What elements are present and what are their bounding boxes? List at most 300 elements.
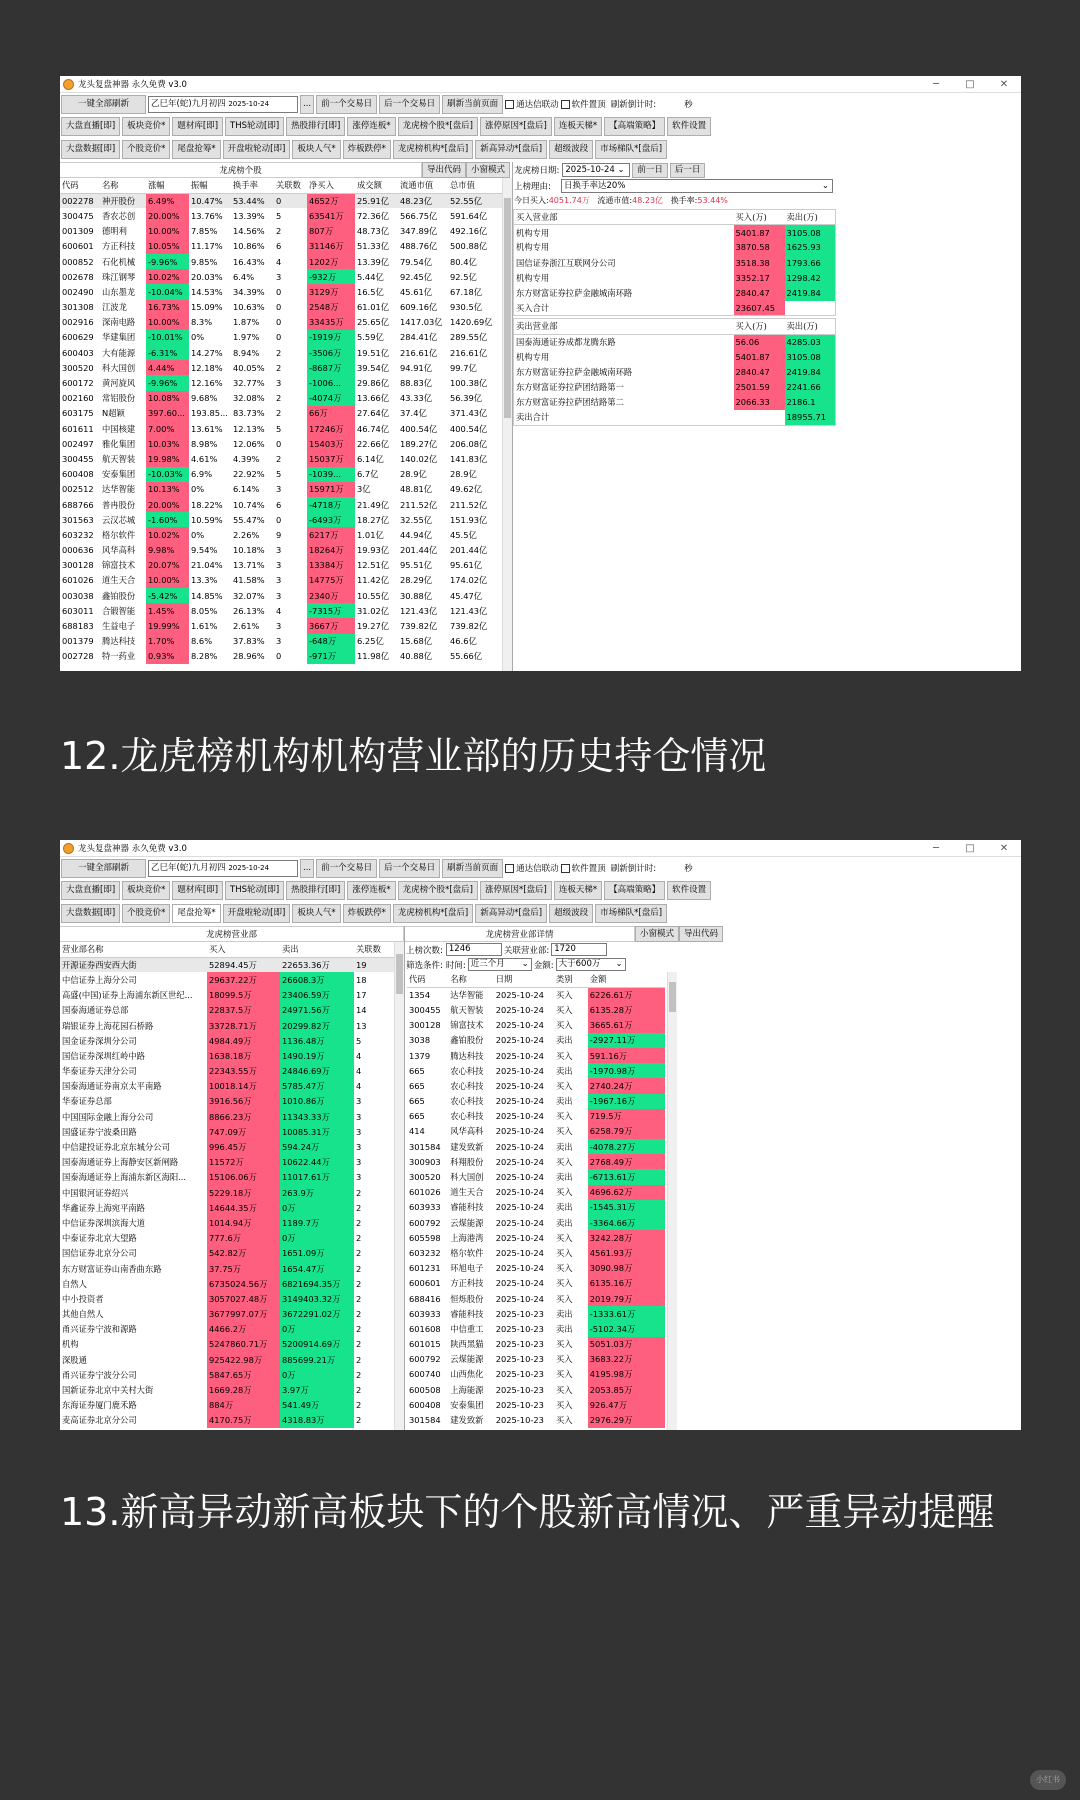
column-header[interactable]: 关联数: [274, 178, 307, 193]
table-row[interactable]: [407, 1018, 665, 1033]
branch-cell: 1625.93: [785, 240, 836, 255]
table-cell: 6821694.35万: [280, 1276, 354, 1291]
close-button[interactable]: ✕: [999, 842, 1009, 854]
next-trading-day-button[interactable]: 后一个交易日: [379, 95, 440, 114]
toolbar-button[interactable]: 龙虎榜个股*[盘后]: [398, 881, 478, 900]
table-cell: 13.71%: [233, 560, 265, 571]
table-row[interactable]: [60, 284, 503, 299]
column-header[interactable]: 振幅: [189, 178, 231, 193]
toolbar-button[interactable]: THS轮动[即]: [225, 117, 284, 136]
table-row[interactable]: [60, 360, 503, 375]
table-row[interactable]: [60, 345, 503, 360]
summary-line: 今日买入:4051.74万 流通市值:48.23亿 换手率:53.44%: [514, 196, 728, 205]
table-cell: 28.29亿: [400, 575, 433, 586]
toolbar-button[interactable]: 新高异动*[盘后]: [475, 140, 547, 159]
table-cell: 5200914.69万: [280, 1337, 354, 1352]
column-header[interactable]: 类别: [554, 972, 588, 987]
table-row[interactable]: [60, 558, 503, 573]
table-cell: 688766: [62, 499, 94, 510]
column-header[interactable]: 总市值: [448, 178, 503, 193]
table-cell: 41.58%: [233, 575, 265, 586]
column-header[interactable]: 营业部名称: [60, 942, 207, 957]
table-row[interactable]: [60, 451, 503, 466]
table-row[interactable]: [60, 1079, 394, 1094]
table-row[interactable]: [60, 1109, 394, 1124]
prev-trading-day-button[interactable]: 前一个交易日: [316, 95, 377, 114]
table-cell: 开源证券西安西大街: [62, 960, 137, 971]
column-header[interactable]: 日期: [494, 972, 554, 987]
table-row[interactable]: [60, 1276, 394, 1291]
table-row[interactable]: [407, 1169, 665, 1184]
table-cell: 普冉股份: [102, 499, 136, 510]
toolbar-button[interactable]: 涨停原因*[盘后]: [480, 881, 552, 900]
date-input[interactable]: 乙巳年(蛇)九月初四 2025-10-24: [148, 96, 298, 113]
branch-cell: 3105.08: [785, 349, 836, 364]
table-cell: 807万: [307, 224, 355, 239]
table-cell: 665: [409, 1111, 425, 1122]
toolbar-button[interactable]: 个股竞价*: [122, 904, 170, 923]
table-row[interactable]: [60, 649, 503, 664]
table-cell: 263.9万: [280, 1185, 354, 1200]
table-row[interactable]: [407, 1094, 665, 1109]
table-cell: 4170.75万: [207, 1413, 280, 1428]
column-header[interactable]: 关联数: [354, 942, 394, 957]
refresh-page-button[interactable]: 刷新当前页面: [442, 95, 503, 114]
table-row[interactable]: [60, 1307, 394, 1322]
column-header[interactable]: 代码: [60, 178, 100, 193]
export-code-button[interactable]: 导出代码: [422, 162, 466, 178]
table-cell: 国泰海通证券上海浦东新区海阳...: [62, 1172, 187, 1183]
toolbar-row-2: [60, 115, 1021, 137]
table-cell: 3: [276, 378, 282, 389]
table-row[interactable]: [60, 406, 503, 421]
toolbar-button[interactable]: THS轮动[即]: [225, 881, 284, 900]
table-cell: 4.61%: [191, 453, 218, 464]
table-cell: 2025-10-23: [495, 1369, 544, 1380]
toolbar-button[interactable]: 炸板跌停*: [343, 140, 391, 159]
table-cell: 鑫铂股份: [102, 590, 136, 601]
table-row[interactable]: [60, 330, 503, 345]
table-cell: 885699.21万: [280, 1352, 354, 1367]
table-cell: 605598: [409, 1232, 441, 1243]
table-row[interactable]: [60, 618, 503, 633]
caption-12: 12.龙虎榜机构机构营业部的历史持仓情况: [60, 734, 767, 778]
table-row[interactable]: [407, 1382, 665, 1397]
toolbar-button[interactable]: 涨停原因*[盘后]: [480, 117, 552, 136]
toolbar-button[interactable]: 大盘数据[即]: [61, 140, 120, 159]
table-row[interactable]: [60, 1033, 394, 1048]
table-row[interactable]: [407, 1078, 665, 1093]
column-header[interactable]: 卖出(万): [785, 210, 836, 225]
toolbar-button[interactable]: 市场梯队*[盘后]: [595, 904, 667, 923]
table-row[interactable]: [407, 1139, 665, 1154]
table-cell: 48.23亿: [400, 196, 433, 207]
toolbar-button[interactable]: 涨停连板*: [347, 117, 395, 136]
table-cell: 300128: [62, 560, 94, 571]
toolbar-button[interactable]: 板块竞价*: [122, 117, 170, 136]
toolbar-button[interactable]: 【高端策略】: [604, 117, 665, 136]
table-row[interactable]: [407, 1397, 665, 1412]
toolbar-button[interactable]: 超级波段: [549, 140, 593, 159]
detail-table-scrollbar[interactable]: [667, 972, 677, 1430]
toolbar-button[interactable]: 板块人气*: [292, 140, 340, 159]
toolbar-button[interactable]: 龙虎榜机构*[盘后]: [393, 140, 473, 159]
table-row[interactable]: [60, 1322, 394, 1337]
toolbar-button[interactable]: 尾盘抢筹*: [172, 140, 220, 159]
column-header[interactable]: 买入(万): [734, 210, 785, 225]
toolbar-button[interactable]: 软件设置: [667, 117, 711, 136]
date-picker-button[interactable]: ...: [300, 859, 314, 878]
table-row[interactable]: [407, 987, 665, 1002]
table-cell: 12.18%: [191, 362, 223, 373]
export-code-button[interactable]: 导出代码: [679, 926, 723, 942]
table-row[interactable]: [60, 1337, 394, 1352]
table-row[interactable]: [60, 1398, 394, 1413]
toolbar-button[interactable]: 开盘啦轮动[即]: [223, 904, 291, 923]
toolbar-button[interactable]: 【高端策略】: [604, 881, 665, 900]
table-cell: 40.05%: [233, 362, 265, 373]
table-cell: 科大国创: [102, 362, 136, 373]
table-cell: 锦富技术: [450, 1020, 484, 1031]
table-cell: 腾达科技: [102, 636, 136, 647]
toolbar-button[interactable]: 题材库[即]: [172, 117, 223, 136]
date-picker-button[interactable]: ...: [300, 95, 314, 114]
toolbar-button[interactable]: 龙虎榜机构*[盘后]: [393, 904, 473, 923]
table-row[interactable]: [407, 1124, 665, 1139]
table-cell: 深南电路: [102, 317, 136, 328]
table-cell: 121.43亿: [450, 605, 488, 616]
pin-checkbox[interactable]: 软件置顶: [561, 98, 606, 110]
table-row[interactable]: [60, 588, 503, 603]
table-row[interactable]: [60, 224, 503, 239]
prev-day-button[interactable]: 前一日: [632, 163, 668, 178]
table-row[interactable]: [60, 300, 503, 315]
branch-cell: 5401.87: [734, 349, 785, 364]
table-row[interactable]: [60, 1003, 394, 1018]
small-window-button[interactable]: 小窗模式: [635, 926, 679, 942]
table-cell: 2025-10-23: [495, 1339, 544, 1350]
refresh-page-button[interactable]: 刷新当前页面: [442, 859, 503, 878]
table-row[interactable]: [60, 512, 503, 527]
table-cell: 95.51亿: [400, 560, 433, 571]
toolbar-button[interactable]: 软件设置: [667, 881, 711, 900]
prev-trading-day-button[interactable]: 前一个交易日: [316, 859, 377, 878]
table-row[interactable]: [60, 1139, 394, 1154]
table-row[interactable]: [60, 467, 503, 482]
table-row[interactable]: [60, 573, 503, 588]
table-cell: 航天智装: [102, 453, 136, 464]
minimize-button[interactable]: ─: [932, 78, 940, 90]
table-cell: 33728.71万: [207, 1018, 280, 1033]
toolbar-button[interactable]: 大盘直播[即]: [61, 117, 120, 136]
maximize-button[interactable]: □: [965, 78, 975, 90]
toolbar-button[interactable]: 新高异动*[盘后]: [475, 904, 547, 923]
toolbar-row-1: [60, 93, 1021, 115]
table-cell: 3: [276, 575, 282, 586]
column-header[interactable]: 代码: [407, 972, 448, 987]
toolbar-button[interactable]: 市场梯队*[盘后]: [595, 140, 667, 159]
minimize-button[interactable]: ─: [932, 842, 940, 854]
table-row[interactable]: [60, 497, 503, 512]
table-cell: 0: [276, 651, 282, 662]
column-header[interactable]: 换手率: [231, 178, 274, 193]
column-header[interactable]: 卖出(万): [785, 319, 836, 334]
table-row[interactable]: [60, 421, 503, 436]
next-trading-day-button[interactable]: 后一个交易日: [379, 859, 440, 878]
branch-cell: 机构专用: [516, 272, 550, 283]
reason-select[interactable]: 日换手率达20% ⌄: [561, 179, 833, 193]
branch-row[interactable]: [514, 240, 836, 255]
table-cell: 卖出: [555, 1065, 573, 1076]
toolbar-button[interactable]: 题材库[即]: [172, 881, 223, 900]
table-cell: 301584: [409, 1141, 441, 1152]
table-row[interactable]: [407, 1063, 665, 1078]
column-header[interactable]: 流通市值: [398, 178, 448, 193]
table-cell: 云煤能源: [450, 1217, 484, 1228]
branch-row[interactable]: [514, 364, 836, 379]
branch-row[interactable]: [514, 255, 836, 270]
table-row[interactable]: [60, 254, 503, 269]
branch-cell: 国信证券浙江互联网分公司: [516, 257, 616, 268]
stock-table-scrollbar[interactable]: [502, 178, 512, 671]
column-header[interactable]: 买入: [207, 942, 280, 957]
toolbar-button[interactable]: 大盘直播[即]: [61, 881, 120, 900]
table-cell: 2: [356, 1202, 362, 1213]
rel-field[interactable]: 1720: [551, 943, 607, 956]
table-row[interactable]: [60, 1048, 394, 1063]
branch-row[interactable]: [514, 349, 836, 364]
table-cell: -4074万: [307, 391, 355, 406]
time-select[interactable]: 近三个月 ⌄: [468, 958, 532, 971]
table-row[interactable]: [60, 543, 503, 558]
table-row[interactable]: [60, 1124, 394, 1139]
column-header[interactable]: 买入营业部: [514, 210, 734, 225]
refresh-all-button[interactable]: 一键全部刷新: [61, 95, 146, 114]
tdx-link-checkbox[interactable]: 通达信联动: [505, 98, 559, 110]
table-row[interactable]: [60, 391, 503, 406]
table-row[interactable]: [60, 1352, 394, 1367]
branch-row[interactable]: [514, 380, 836, 395]
table-row[interactable]: [407, 1002, 665, 1017]
table-cell: 1.87%: [233, 317, 260, 328]
table-row[interactable]: [60, 988, 394, 1003]
total-cell: 23607.45: [734, 301, 785, 316]
table-cell: 29637.22万: [207, 972, 280, 987]
table-row[interactable]: [60, 972, 394, 987]
table-row[interactable]: [407, 1261, 665, 1276]
table-cell: 15403万: [307, 436, 355, 451]
tdx-link-checkbox[interactable]: 通达信联动: [505, 862, 559, 874]
column-header[interactable]: 金额: [588, 972, 665, 987]
toolbar-button[interactable]: 热股排行[即]: [286, 881, 345, 900]
branch-row[interactable]: [514, 285, 836, 300]
column-header[interactable]: 买入(万): [734, 319, 785, 334]
table-cell: 0: [276, 302, 282, 313]
table-cell: 3667万: [307, 618, 355, 633]
table-cell: 2025-10-24: [495, 1293, 544, 1304]
branch-row[interactable]: [514, 225, 836, 240]
table-cell: 14.56%: [233, 226, 265, 237]
table-row[interactable]: [407, 1321, 665, 1336]
table-cell: 2025-10-23: [495, 1415, 544, 1426]
column-header[interactable]: 涨幅: [146, 178, 189, 193]
table-cell: 25.65亿: [357, 317, 390, 328]
column-header[interactable]: 卖出营业部: [514, 319, 734, 334]
toolbar-button[interactable]: 个股竞价*: [122, 140, 170, 159]
table-row[interactable]: [60, 1231, 394, 1246]
table-cell: 11343.33万: [280, 1109, 354, 1124]
table-row[interactable]: [60, 1215, 394, 1230]
table-row[interactable]: [60, 315, 503, 330]
table-row[interactable]: [60, 1185, 394, 1200]
table-cell: 瑞银证券上海花园石桥路: [62, 1020, 154, 1031]
table-cell: 45.5亿: [450, 529, 477, 540]
table-row[interactable]: [407, 1185, 665, 1200]
table-cell: 1189.7万: [280, 1215, 354, 1230]
table-cell: 环旭电子: [450, 1263, 484, 1274]
table-row[interactable]: [60, 1170, 394, 1185]
lhb-date-select[interactable]: 2025-10-24 ⌄: [562, 163, 630, 177]
table-cell: 建发致新: [450, 1141, 484, 1152]
toolbar-button[interactable]: 炸板跌停*: [343, 904, 391, 923]
table-cell: 19.98%: [146, 451, 189, 466]
toolbar-button[interactable]: 涨停连板*: [347, 881, 395, 900]
toolbar-button[interactable]: 热股排行[即]: [286, 117, 345, 136]
table-row[interactable]: [60, 527, 503, 542]
table-row[interactable]: [60, 208, 503, 223]
maximize-button[interactable]: □: [965, 842, 975, 854]
table-row[interactable]: [60, 1155, 394, 1170]
table-row[interactable]: [60, 603, 503, 618]
table-row[interactable]: [407, 1154, 665, 1169]
table-row[interactable]: [407, 1200, 665, 1215]
toolbar-button[interactable]: 龙虎榜个股*[盘后]: [398, 117, 478, 136]
table-cell: 道生天合: [102, 575, 136, 586]
column-header[interactable]: 名称: [448, 972, 493, 987]
toolbar-button[interactable]: 超级波段: [549, 904, 593, 923]
table-row[interactable]: [407, 1276, 665, 1291]
table-cell: 4696.62万: [588, 1185, 665, 1200]
table-cell: 92.5亿: [450, 271, 477, 282]
column-header[interactable]: 名称: [100, 178, 146, 193]
table-cell: 2: [276, 362, 282, 373]
table-row[interactable]: [407, 1230, 665, 1245]
pin-checkbox[interactable]: 软件置顶: [561, 862, 606, 874]
table-row[interactable]: [60, 436, 503, 451]
table-row[interactable]: [407, 1291, 665, 1306]
table-row[interactable]: [407, 1109, 665, 1124]
table-row[interactable]: [60, 1261, 394, 1276]
toolbar-button[interactable]: 板块竞价*: [122, 881, 170, 900]
column-header[interactable]: 成交额: [355, 178, 398, 193]
table-row[interactable]: [60, 1064, 394, 1079]
table-cell: 6.25亿: [357, 636, 384, 647]
column-header[interactable]: 净买入: [307, 178, 355, 193]
toolbar-row-2: [60, 879, 1021, 901]
close-button[interactable]: ✕: [999, 78, 1009, 90]
table-row[interactable]: [407, 1306, 665, 1321]
table-cell: -1970.98万: [588, 1063, 665, 1078]
table-cell: 67.18亿: [450, 286, 483, 297]
toolbar-button[interactable]: 尾盘抢筹*: [172, 904, 220, 923]
table-row[interactable]: [60, 1018, 394, 1033]
table-row[interactable]: [407, 1048, 665, 1063]
table-cell: 996.45万: [207, 1139, 280, 1154]
table-cell: 5.59亿: [357, 332, 384, 343]
table-cell: 603175: [62, 408, 94, 419]
branch-cell: 机构专用: [516, 351, 550, 362]
toolbar-button[interactable]: 连板天梯*: [554, 117, 602, 136]
table-row[interactable]: [407, 1352, 665, 1367]
table-row[interactable]: [60, 1291, 394, 1306]
branch-row[interactable]: [514, 270, 836, 285]
small-window-button[interactable]: 小窗模式: [466, 162, 510, 178]
table-row[interactable]: [60, 193, 503, 208]
table-cell: 卖出: [555, 1217, 573, 1228]
table-cell: -971万: [307, 649, 355, 664]
refresh-all-button[interactable]: 一键全部刷新: [61, 859, 146, 878]
next-day-button[interactable]: 后一日: [670, 163, 706, 178]
branch-cell: 东方财富证券拉萨金融城南环路: [516, 366, 633, 377]
table-row[interactable]: [407, 1245, 665, 1260]
table-row[interactable]: [407, 1412, 665, 1427]
table-cell: -1545.31万: [588, 1200, 665, 1215]
total-cell: 18955.71: [785, 410, 836, 425]
table-cell: 2053.85万: [588, 1382, 665, 1397]
toolbar-button[interactable]: 大盘数据[即]: [61, 904, 120, 923]
table-row[interactable]: [407, 1033, 665, 1048]
table-row[interactable]: [60, 1413, 394, 1428]
table-row[interactable]: [60, 1094, 394, 1109]
table-row[interactable]: [60, 1200, 394, 1215]
table-row[interactable]: [407, 1367, 665, 1382]
table-row[interactable]: [60, 482, 503, 497]
toolbar-button[interactable]: 板块人气*: [292, 904, 340, 923]
table-cell: 卖出: [555, 1323, 573, 1334]
toolbar-button[interactable]: 连板天梯*: [554, 881, 602, 900]
table-row[interactable]: [60, 375, 503, 390]
table-row[interactable]: [407, 1215, 665, 1230]
table-row[interactable]: [60, 1382, 394, 1397]
table-cell: 600403: [62, 347, 94, 358]
table-cell: 腾达科技: [450, 1050, 484, 1061]
table-row[interactable]: [60, 269, 503, 284]
table-row[interactable]: [60, 1246, 394, 1261]
table-cell: 3683.22万: [588, 1352, 665, 1367]
branch-table-scrollbar[interactable]: [394, 942, 404, 1430]
table-row[interactable]: [407, 1337, 665, 1352]
table-cell: 2: [276, 393, 282, 404]
amount-select[interactable]: 大于600万 ⌄: [556, 958, 626, 971]
table-cell: 300520: [62, 362, 94, 373]
table-cell: 1202万: [307, 254, 355, 269]
table-cell: 5247860.71万: [207, 1337, 280, 1352]
table-row[interactable]: [60, 634, 503, 649]
table-row[interactable]: [60, 957, 394, 972]
table-cell: 002916: [62, 317, 94, 328]
toolbar-button[interactable]: 开盘啦轮动[即]: [223, 140, 291, 159]
column-header[interactable]: 卖出: [280, 942, 354, 957]
table-cell: 2: [356, 1324, 362, 1335]
table-cell: 600792: [409, 1217, 441, 1228]
branch-cell: 机构专用: [516, 242, 550, 253]
count-field[interactable]: 1246: [446, 943, 502, 956]
branch-row[interactable]: [514, 395, 836, 410]
date-input[interactable]: 乙巳年(蛇)九月初四 2025-10-24: [148, 860, 298, 877]
table-row[interactable]: [60, 1367, 394, 1382]
branch-row[interactable]: [514, 334, 836, 349]
table-row[interactable]: [60, 239, 503, 254]
